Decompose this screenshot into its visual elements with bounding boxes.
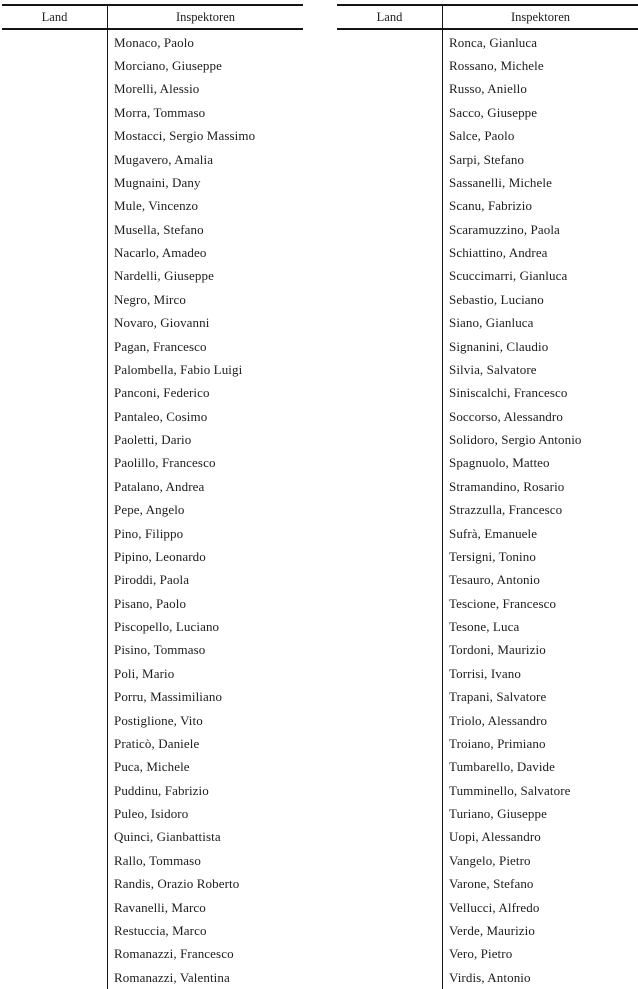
- inspector-name: Pisano, Paolo: [114, 595, 187, 611]
- inspector-name: Torrisi, Ivano: [449, 665, 521, 681]
- inspector-name: Romanazzi, Valentina: [114, 969, 230, 985]
- inspector-name: Puca, Michele: [114, 759, 190, 775]
- inspector-name: Tescione, Francesco: [449, 595, 557, 611]
- table-row: [108, 335, 303, 358]
- table-row: [108, 195, 303, 218]
- inspector-name: Triolo, Alessandro: [449, 712, 548, 728]
- table-row: [108, 288, 303, 311]
- table-row: [108, 779, 303, 802]
- inspector-name: Palombella, Fabio Luigi: [114, 361, 243, 377]
- inspector-name: Pepe, Angelo: [114, 502, 185, 518]
- table-row: [443, 802, 638, 825]
- table-row: [443, 78, 638, 101]
- table-row: [443, 405, 638, 428]
- inspector-name: Silvia, Salvatore: [449, 361, 537, 377]
- inspector-name: Rossano, Michele: [449, 58, 544, 74]
- inspector-name: Paoletti, Dario: [114, 432, 192, 448]
- table-row: [108, 452, 303, 475]
- table-row: [108, 545, 303, 568]
- inspector-name: Tumbarello, Davide: [449, 759, 556, 775]
- table-row: [108, 78, 303, 101]
- table-body: [2, 30, 303, 989]
- inspector-name: Piscopello, Luciano: [114, 619, 220, 635]
- inspector-name: Strazzulla, Francesco: [449, 502, 563, 518]
- table-header: [337, 4, 638, 30]
- table-row: [108, 732, 303, 755]
- table-row: [443, 896, 638, 919]
- table-row: [108, 896, 303, 919]
- inspector-name: Ronca, Gianluca: [449, 34, 538, 50]
- table-row: [108, 241, 303, 264]
- inspector-name: Siniscalchi, Francesco: [449, 385, 568, 401]
- table-row: [443, 826, 638, 849]
- table-row: [443, 475, 638, 498]
- table-row: [108, 873, 303, 896]
- table-row: [108, 966, 303, 989]
- inspector-name: Scanu, Fabrizio: [449, 198, 533, 214]
- inspector-name: Patalano, Andrea: [114, 478, 205, 494]
- column-header-inspektoren: Inspektoren: [175, 9, 235, 24]
- table-row: [108, 849, 303, 872]
- table-row: [443, 615, 638, 638]
- table-row: [443, 218, 638, 241]
- table-row: [443, 569, 638, 592]
- table-row: [443, 312, 638, 335]
- table-row: [108, 171, 303, 194]
- inspector-name: Randis, Orazio Roberto: [114, 876, 240, 892]
- table-row: [443, 662, 638, 685]
- inspector-name: Romanazzi, Francesco: [114, 946, 234, 962]
- table-row: [108, 312, 303, 335]
- inspector-name: Postiglione, Vito: [114, 712, 203, 728]
- table-row: [108, 802, 303, 825]
- inspector-name: Virdis, Antonio: [449, 969, 531, 985]
- inspector-name: Turiano, Giuseppe: [449, 806, 547, 822]
- inspector-name: Mostacci, Sergio Massimo: [114, 128, 256, 144]
- table-row: [443, 171, 638, 194]
- inspector-name: Tersigni, Tonino: [449, 548, 536, 564]
- inspector-name: Musella, Stefano: [114, 221, 204, 237]
- table-row: [443, 639, 638, 662]
- table-row: [108, 405, 303, 428]
- column-header-inspektoren: Inspektoren: [510, 9, 570, 24]
- inspector-name: Uopi, Alessandro: [449, 829, 541, 845]
- table-row: [443, 849, 638, 872]
- inspector-name: Spagnuolo, Matteo: [449, 455, 550, 471]
- inspector-name: Trapani, Salvatore: [449, 689, 547, 705]
- table-row: [443, 522, 638, 545]
- inspector-name: Scaramuzzino, Paola: [449, 221, 560, 237]
- inspector-name: Sebastio, Luciano: [449, 291, 544, 307]
- table-row: [108, 382, 303, 405]
- table-row: [108, 218, 303, 241]
- inspector-name: Schiattino, Andrea: [449, 245, 548, 261]
- inspector-name: Ravanelli, Marco: [114, 899, 206, 915]
- inspector-name: Negro, Mirco: [114, 291, 186, 307]
- inspector-name: Novaro, Giovanni: [114, 315, 210, 331]
- table-row: [108, 943, 303, 966]
- table-row: [108, 615, 303, 638]
- table-row: [443, 148, 638, 171]
- table-row: [108, 826, 303, 849]
- table-row: [108, 31, 303, 54]
- inspector-name: Pagan, Francesco: [114, 338, 207, 354]
- inspector-name: Paolillo, Francesco: [114, 455, 216, 471]
- inspector-name: Vellucci, Alfredo: [449, 899, 540, 915]
- table-row: [443, 31, 638, 54]
- inspector-name: Sufrà, Emanuele: [449, 525, 538, 541]
- inspector-name: Nacarlo, Amadeo: [114, 245, 207, 261]
- table-row: [443, 54, 638, 77]
- table-row: [443, 382, 638, 405]
- inspector-list: [108, 30, 303, 989]
- table-body: [337, 30, 638, 989]
- table-row: [108, 101, 303, 124]
- inspector-name: Nardelli, Giuseppe: [114, 268, 214, 284]
- table-row: [443, 779, 638, 802]
- inspector-name: Morra, Tommaso: [114, 104, 206, 120]
- inspector-name: Tordoni, Maurizio: [449, 642, 546, 658]
- inspector-name: Porru, Massimiliano: [114, 689, 223, 705]
- table-row: [443, 592, 638, 615]
- inspector-name: Restuccia, Marco: [114, 922, 207, 938]
- table-row: [108, 756, 303, 779]
- table-row: [443, 335, 638, 358]
- table-row: [443, 125, 638, 148]
- inspector-name: Siano, Gianluca: [449, 315, 534, 331]
- column-header-land: Land: [2, 6, 108, 28]
- inspector-name: Pantaleo, Cosimo: [114, 408, 208, 424]
- table-row: [443, 195, 638, 218]
- inspector-name: Pisino, Tommaso: [114, 642, 206, 658]
- table-row: [108, 125, 303, 148]
- inspector-list: [443, 30, 638, 989]
- inspector-name: Scuccimarri, Gianluca: [449, 268, 568, 284]
- inspector-name: Troiano, Primiano: [449, 735, 546, 751]
- inspector-name: Mugnaini, Dany: [114, 174, 201, 190]
- table-row: [108, 709, 303, 732]
- table-row: [108, 475, 303, 498]
- inspector-name: Varone, Stefano: [449, 876, 534, 892]
- table-row: [108, 428, 303, 451]
- inspector-name: Tumminello, Salvatore: [449, 782, 571, 798]
- table-row: [108, 148, 303, 171]
- table-row: [108, 499, 303, 522]
- inspector-name: Salce, Paolo: [449, 128, 515, 144]
- table-row: [443, 709, 638, 732]
- table-row: [443, 499, 638, 522]
- table-row: [108, 662, 303, 685]
- table-row: [443, 241, 638, 264]
- inspectors-table-left: [2, 4, 303, 989]
- table-row: [443, 428, 638, 451]
- table-row: [108, 919, 303, 942]
- inspector-name: Tesone, Luca: [449, 619, 520, 635]
- inspector-name: Sarpi, Stefano: [449, 151, 525, 167]
- table-row: [108, 265, 303, 288]
- table-row: [443, 101, 638, 124]
- inspector-name: Quinci, Gianbattista: [114, 829, 221, 845]
- inspector-name: Tesauro, Antonio: [449, 572, 540, 588]
- inspector-name: Praticò, Daniele: [114, 735, 200, 751]
- inspector-name: Stramandino, Rosario: [449, 478, 565, 494]
- table-row: [443, 732, 638, 755]
- inspector-name: Panconi, Federico: [114, 385, 210, 401]
- inspectors-table-right: [337, 4, 638, 989]
- table-row: [443, 686, 638, 709]
- table-row: [108, 569, 303, 592]
- inspector-name: Sassanelli, Michele: [449, 174, 552, 190]
- inspector-name: Mule, Vincenzo: [114, 198, 199, 214]
- table-row: [443, 545, 638, 568]
- table-row: [108, 358, 303, 381]
- table-header: [2, 4, 303, 30]
- inspector-name: Puleo, Isidoro: [114, 806, 189, 822]
- table-row: [443, 919, 638, 942]
- table-row: [443, 288, 638, 311]
- table-row: [443, 265, 638, 288]
- column-header-land: Land: [337, 6, 443, 28]
- land-column: [337, 30, 443, 989]
- inspector-name: Rallo, Tommaso: [114, 852, 201, 868]
- inspector-name: Sacco, Giuseppe: [449, 104, 538, 120]
- inspector-name: Vero, Pietro: [449, 946, 513, 962]
- table-row: [108, 54, 303, 77]
- inspector-name: Signanini, Claudio: [449, 338, 549, 354]
- inspector-name: Poli, Mario: [114, 665, 175, 681]
- table-row: [443, 756, 638, 779]
- inspector-name: Solidoro, Sergio Antonio: [449, 432, 582, 448]
- inspector-name: Morciano, Giuseppe: [114, 58, 222, 74]
- inspector-name: Vangelo, Pietro: [449, 852, 531, 868]
- inspector-name: Monaco, Paolo: [114, 34, 195, 50]
- land-column: [2, 30, 108, 989]
- inspector-name: Pipino, Leonardo: [114, 548, 206, 564]
- inspector-name: Verde, Maurizio: [449, 922, 535, 938]
- table-row: [108, 686, 303, 709]
- table-row: [443, 943, 638, 966]
- table-row: [108, 522, 303, 545]
- table-row: [108, 592, 303, 615]
- inspector-name: Mugavero, Amalia: [114, 151, 214, 167]
- table-row: [108, 639, 303, 662]
- table-row: [443, 452, 638, 475]
- inspector-name: Russo, Aniello: [449, 81, 527, 97]
- table-row: [443, 873, 638, 896]
- inspector-name: Morelli, Alessio: [114, 81, 200, 97]
- inspector-name: Puddinu, Fabrizio: [114, 782, 209, 798]
- inspector-name: Pino, Filippo: [114, 525, 184, 541]
- inspector-name: Soccorso, Alessandro: [449, 408, 563, 424]
- table-row: [443, 358, 638, 381]
- inspector-name: Piroddi, Paola: [114, 572, 190, 588]
- table-row: [443, 966, 638, 989]
